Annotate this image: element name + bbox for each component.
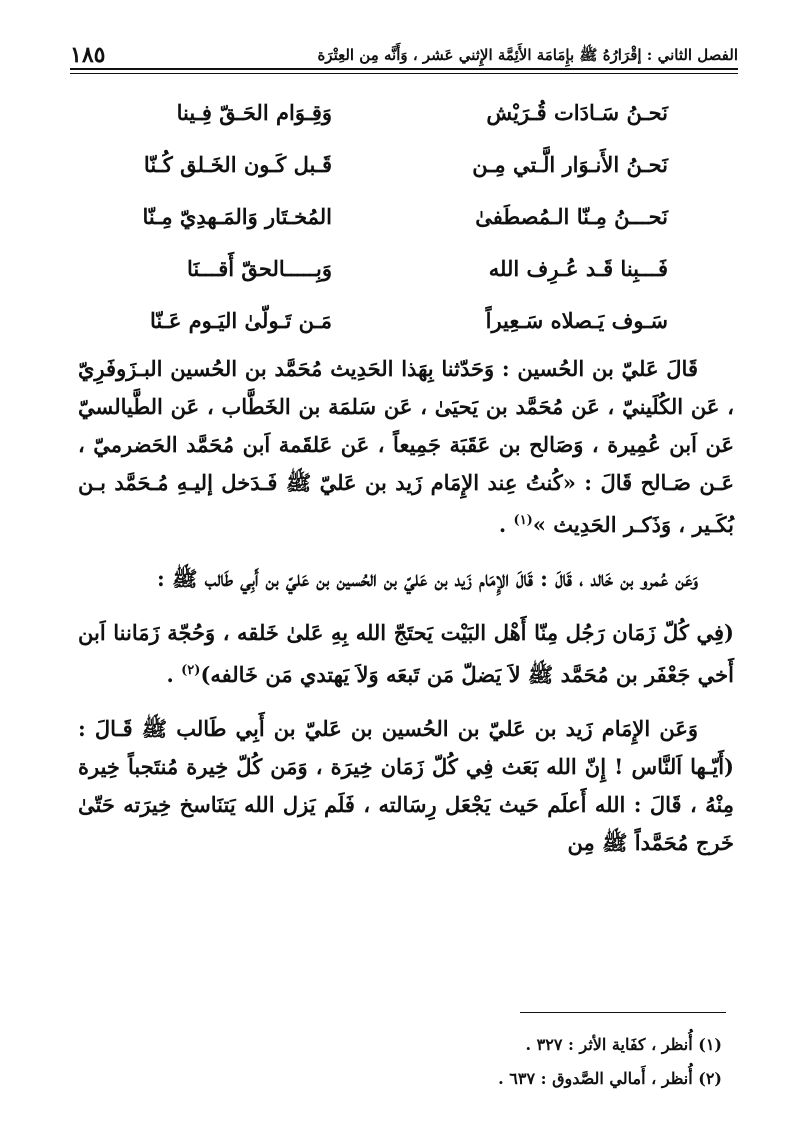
poem-verse [0,100,800,152]
footnote-rule [520,1012,726,1013]
page-number: ١٨٥ [70,42,106,68]
paragraph-text: (فِي كُلّ زَمَان رَجُل مِنّا أَهْل البَيْت يَحتَجّ الله بِهِ عَلىٰ خَلقه ، وَحُجّة زَمَاننا اَبن أَخي جَعْفَر بن مُحَمَّد ﷺ لاَ يَضلّ مَن تَبعَه وَلاَ يَهتدي مَن خَالفه) [78,620,734,687]
header-rule [70,68,738,70]
verse-second-hemistich: مَـن تَـولّىٰ اليَـوم عَـنّا [149,308,332,333]
header-rule-thin [70,73,738,74]
chapter-title: الفصل الثاني : إقْرَارُهُ ﷺ بإِمَامَة الأَئِمَّة الإِثني عَشر ، وَأَنَّه مِن العِتْرَة [317,46,738,64]
body-text [78,350,734,878]
paragraph [78,560,734,598]
verse-first-hemistich: نَحـنُ الأَنـوَار الَّـتي مِـن [472,152,668,177]
verse-second-hemistich: قَـبل كَـون الخَـلق كُـنّا [143,152,332,177]
footnotes [498,1028,722,1096]
paragraph-text: وَعَن الإِمَام زَيد بن عَليّ بن الحُسين بن عَليّ بن أَبِي طَالب ﷺ قَـالَ : (أَيّـها اَلنَّاس ! إِنّ الله بَعَث فِي كُلّ زَمَان خِيرَة ، وَمَن كُلّ خِيرة مُنتَجباً خِيرة مِنْهُ ، قَالَ : الله أَعلَم حَيث يَجْعَل رِسَالته ، فَلَم يَزل الله يَتنَاسخ خِيرَته حَتّىٰ خَرج مُحَمَّداً ﷺ مِن [78,716,734,855]
paragraph [78,614,734,694]
poem-verse [0,152,800,204]
footnote-ref[interactable]: (١) [513,513,533,528]
poem [0,100,800,360]
verse-second-hemistich: وَبِـــــالحقّ أَقـــنَا [187,256,332,281]
footnote: (١) أُنظر ، كفَاية الأثر : ٣٢٧ . [525,1035,722,1054]
verse-first-hemistich: سَـوف يَـصلاه سَـعِيراً [485,308,668,333]
poem-verse [0,256,800,308]
verse-second-hemistich: المُخـتَار وَالمَـهدِيّ مِـنّا [142,204,332,229]
paragraph [78,710,734,862]
verse-second-hemistich: وَقِـوَام الحَـقّ فِـينا [176,100,332,125]
footnote-ref[interactable]: (٢) [181,663,201,678]
poem-verse [0,204,800,256]
verse-first-hemistich: فَـــبِنا قَـد عُـرِف الله [488,256,668,281]
paragraph-text: وَعَن عُمرو بن خَالد ، قَالَ : قَالَ الإِمَام زَيد بن عَليّ بن الحُسين بن عَليّ بن أَبِي طَالب ﷺ : [157,566,698,591]
paragraph [78,350,734,544]
footnote: (٢) أُنظر ، أَمالي الصَّدوق : ٦٣٧ . [498,1069,722,1088]
paragraph-end: . [498,512,514,537]
verse-first-hemistich: نَحـــنُ مِـنّا الـمُصطَفىٰ [475,204,668,229]
paragraph-end: . [166,662,182,687]
paragraph-text: قَالَ عَليّ بن الحُسين : وَحَدّثنا بِهَذا الحَدِيث مُحَمَّد بن الحُسين البـزَوفَرِيّ ، عَن الكُلَينيّ ، عَن مُحَمَّد بن يَحيَىٰ ، عَن سَلمَة بن الخَطَّاب ، عَن الطَّيالسيّ عَن اَبن عُمِيرة ، وَصَالح بن عَقَبَة جَمِيعاً ، عَن عَلقَمة اَبن مُحَمَّد الحَضرميّ ، عَـن صَـالح قَالَ : «كُنتُ عِند الإِمَام زَيد بن عَليّ ﷺ فَـدَخل إليـهِ مُـحَمَّد بـن بُكَـير ، وَذَكـر الحَدِيث » [78,356,734,537]
verse-first-hemistich: نَحـنُ سَـادَات قُـرَيْش [486,100,668,125]
page-header [70,28,738,68]
